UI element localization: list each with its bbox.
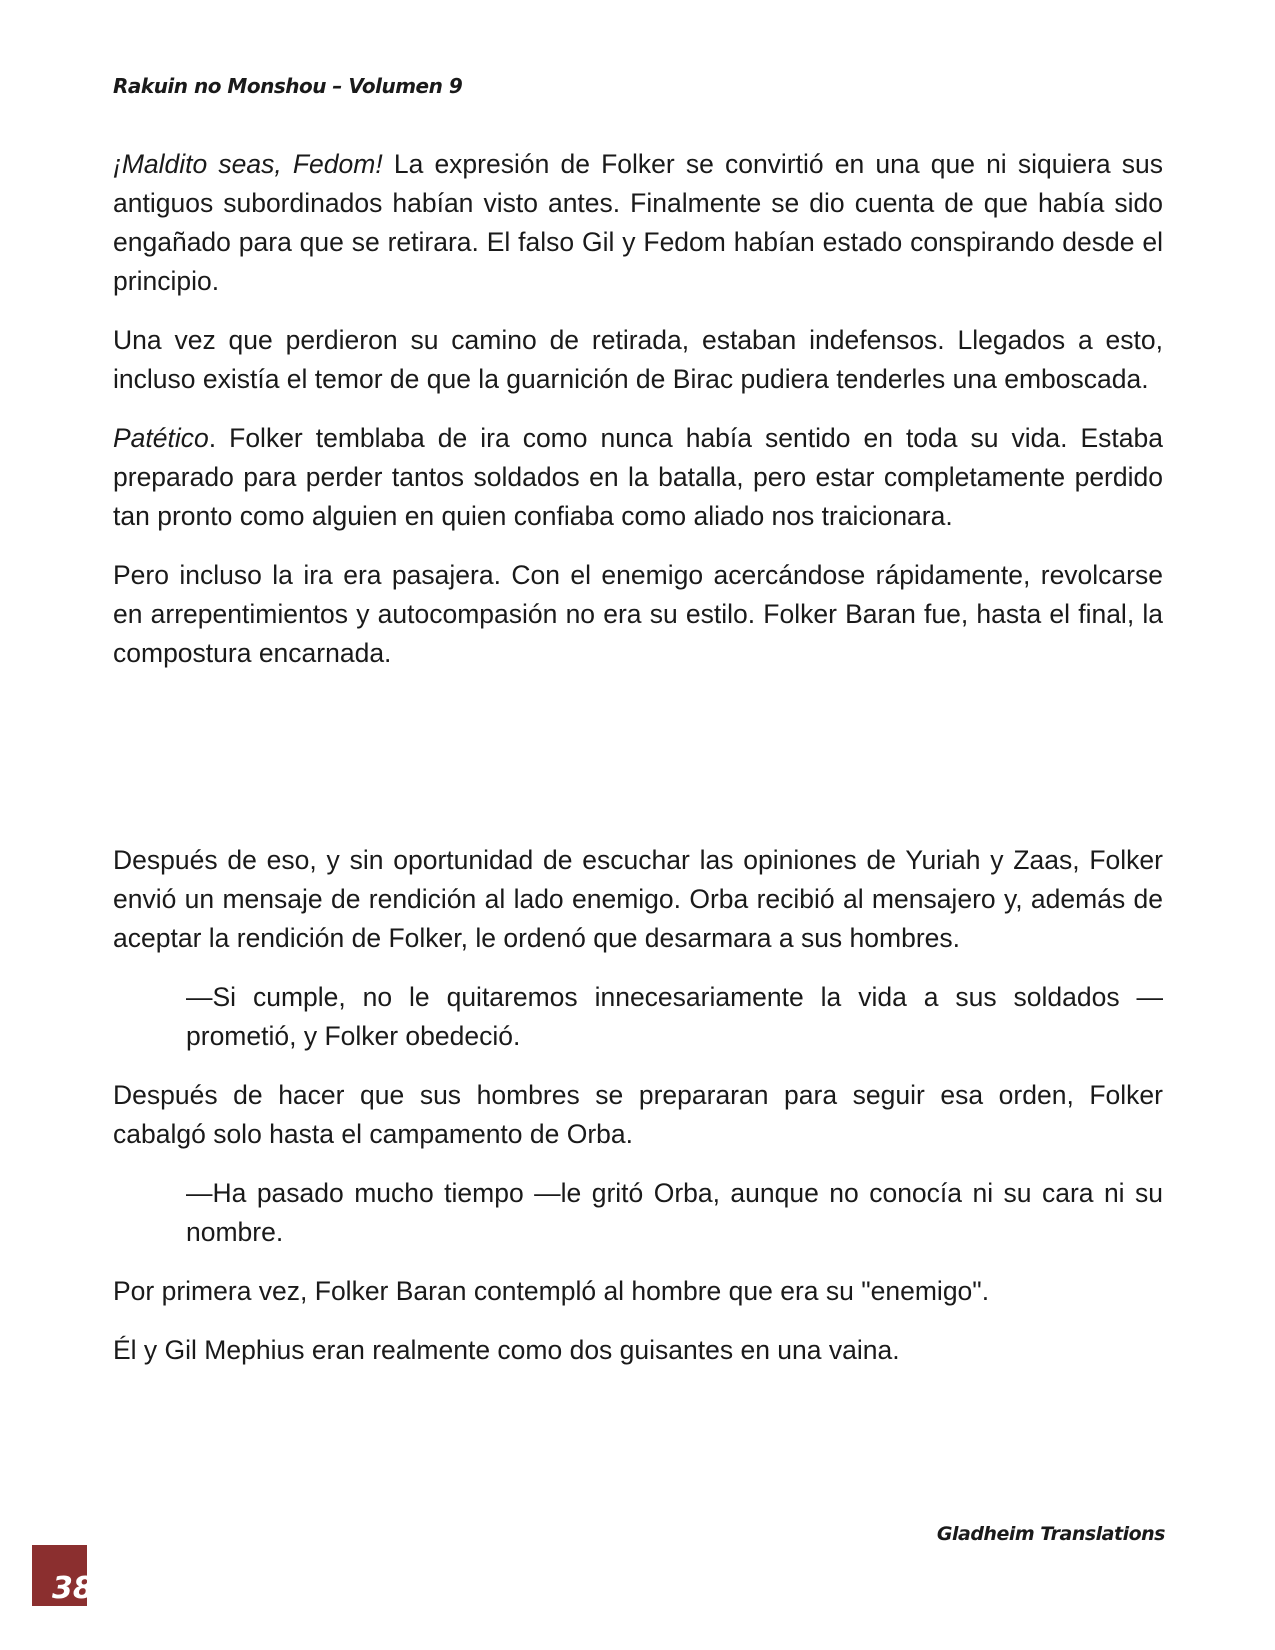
paragraph: Patético. Folker temblaba de ira como nunca había sentido en toda su vida. Estaba preparado para perder tantos soldados en la batalla, pero estar completamente perdido tan pronto como alguien en quien confiaba como aliado nos traicionara. bbox=[113, 423, 1163, 531]
paragraph: Él y Gil Mephius eran realmente como dos guisantes en una vaina. bbox=[113, 1335, 900, 1365]
running-header: Rakuin no Monshou – Volumen 9 bbox=[113, 74, 463, 98]
section-break bbox=[113, 693, 1163, 841]
paragraph: Después de eso, y sin oportunidad de escuchar las opiniones de Yuriah y Zaas, Folker envió un mensaje de rendición al lado enemigo. Orba recibió al mensajero y, además de aceptar la rendición de Folker, le ordenó que desarmara a sus hombres. bbox=[113, 845, 1163, 953]
paragraph: Pero incluso la ira era pasajera. Con el enemigo acercándose rápidamente, revolcarse en arrepentimientos y autocompasión no era su estilo. Folker Baran fue, hasta el final, la compostura encarnada. bbox=[113, 560, 1163, 668]
dialogue-paragraph: —Ha pasado mucho tiempo —le gritó Orba, aunque no conocía ni su cara ni su nombre. bbox=[186, 1178, 1163, 1247]
footer-credit: Gladheim Translations bbox=[936, 1523, 1165, 1545]
page-body bbox=[113, 145, 1163, 1390]
paragraph: Después de hacer que sus hombres se prepararan para seguir esa orden, Folker cabalgó solo hasta el campamento de Orba. bbox=[113, 1080, 1163, 1149]
page-number-underline bbox=[32, 1606, 87, 1609]
paragraph: Por primera vez, Folker Baran contempló al hombre que era su "enemigo". bbox=[113, 1276, 990, 1306]
dialogue-paragraph: —Si cumple, no le quitaremos innecesariamente la vida a sus soldados —prometió, y Folker obedeció. bbox=[186, 982, 1163, 1051]
paragraph: ¡Maldito seas, Fedom! La expresión de Folker se convirtió en una que ni siquiera sus antiguos subordinados habían visto antes. Finalmente se dio cuenta de que había sido engañado para que se retirara. El falso Gil y Fedom habían estado conspirando desde el principio. bbox=[113, 149, 1163, 296]
page-number: 38 bbox=[52, 1571, 94, 1606]
italic-thought: Patético bbox=[113, 423, 209, 453]
italic-thought: ¡Maldito seas, Fedom! bbox=[113, 149, 383, 179]
paragraph: Una vez que perdieron su camino de retirada, estaban indefensos. Llegados a esto, incluso existía el temor de que la guarnición de Birac pudiera tenderles una emboscada. bbox=[113, 325, 1163, 394]
